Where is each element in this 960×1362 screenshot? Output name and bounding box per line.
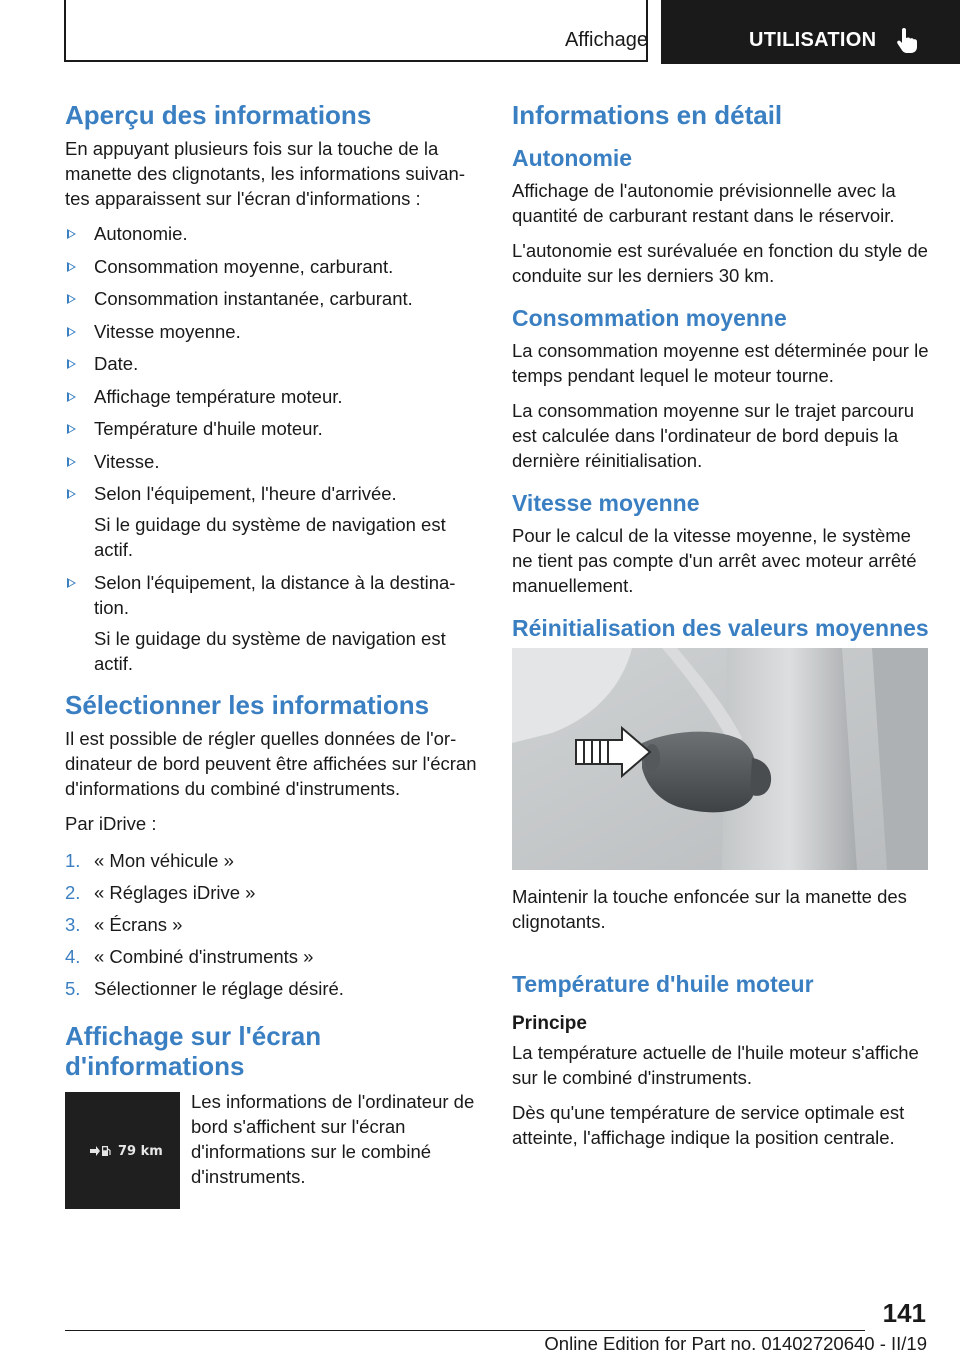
fuel-range-icon xyxy=(89,1143,111,1159)
step-item: 3. « Écrans » xyxy=(65,913,183,935)
huile-p1: La température actuelle de l'huile moteur s'affiche sur le combiné d'instruments. xyxy=(512,1042,919,1088)
step-item: 2. « Réglages iDrive » xyxy=(65,881,256,903)
list-item: Affichage température moteur. xyxy=(65,384,481,409)
section-tab xyxy=(64,0,648,62)
autonomie-p1: Affichage de l'autonomie prévisionnelle avec la quantité de carburant restant dans le réservoir. xyxy=(512,180,896,226)
display-text: Les informations de l'ordinateur de bord s'affichent sur l'écran d'informations sur le combiné d'instruments. xyxy=(191,1090,475,1187)
list-item: Selon l'équipement, l'heure d'arrivée. Si le guidage du système de navigation est actif. xyxy=(65,481,481,562)
display-heading: Affichage sur l'écran d'informations xyxy=(65,1020,322,1081)
list-item: Température d'huile moteur. xyxy=(65,416,481,441)
principe-heading: Principe xyxy=(512,1013,587,1034)
cluster-display-image xyxy=(65,1092,180,1209)
info-list xyxy=(65,221,481,676)
list-item: Vitesse moyenne. xyxy=(65,319,481,344)
huile-p2: Dès qu'une température de service optimale est atteinte, l'affichage indique la position centrale. xyxy=(512,1102,905,1148)
triangle-bullet-icon xyxy=(67,262,76,272)
reinit-caption: Maintenir la touche enfoncée sur la manette des clignotants. xyxy=(512,886,907,932)
reinit-heading: Réinitialisation des valeurs moyennes xyxy=(512,615,929,641)
list-item: Autonomie. xyxy=(65,221,481,246)
vitesse-heading: Vitesse moyenne xyxy=(512,490,700,516)
triangle-bullet-icon xyxy=(67,457,76,467)
step-item: 4. « Combiné d'instruments » xyxy=(65,945,314,967)
triangle-bullet-icon xyxy=(67,327,76,337)
conso-heading: Consommation moyenne xyxy=(512,305,787,331)
triangle-bullet-icon xyxy=(67,359,76,369)
list-item-note: Si le guidage du système de navigation est actif. xyxy=(94,514,446,560)
list-item: Consommation instantanée, carburant. xyxy=(65,286,481,311)
triangle-bullet-icon xyxy=(67,578,76,588)
step-item: 5. Sélectionner le réglage désiré. xyxy=(65,977,344,999)
chapter-title: UTILISATION xyxy=(749,29,877,51)
conso-p1: La consommation moyenne est déterminée pour le temps pendant lequel le moteur tourne. xyxy=(512,340,929,386)
page-header xyxy=(0,0,960,66)
steps-list xyxy=(65,848,481,1001)
left-column xyxy=(65,100,481,1209)
chapter-tab xyxy=(661,0,960,64)
select-via: Par iDrive : xyxy=(65,812,157,834)
right-column xyxy=(512,100,930,1160)
autonomie-p2: L'autonomie est surévaluée en fonction du style de conduite sur les derniers 30 km. xyxy=(512,240,928,286)
triangle-bullet-icon xyxy=(67,424,76,434)
display-block xyxy=(65,1089,481,1209)
autonomie-heading: Autonomie xyxy=(512,145,633,171)
triangle-bullet-icon xyxy=(67,229,76,239)
apercu-heading: Aperçu des informations xyxy=(65,100,372,130)
apercu-intro: En appuyant plusieurs fois sur la touche de la manette des clignotants, les informations suivantes apparaissent sur l'écran d'informations : xyxy=(65,138,466,209)
detail-heading: Informations en détail xyxy=(512,100,783,130)
pointing-hand-icon xyxy=(895,26,919,54)
list-item: Consommation moyenne, carburant. xyxy=(65,254,481,279)
triangle-bullet-icon xyxy=(67,392,76,402)
triangle-bullet-icon xyxy=(67,294,76,304)
triangle-bullet-icon xyxy=(67,489,76,499)
list-item: Vitesse. xyxy=(65,449,481,474)
list-item: Selon l'équipement, la distance à la destination. Si le guidage du système de navigation est actif. xyxy=(65,570,481,676)
select-intro: Il est possible de régler quelles données de l'ordinateur de bord peuvent être affichées sur l'écran d'informations du combiné d'instruments. xyxy=(65,727,477,799)
vitesse-p1: Pour le calcul de la vitesse moyenne, le système ne tient pas compte d'un arrêt avec moteur arrêté manuellement. xyxy=(512,525,917,596)
footer-edition: Online Edition for Part no. 01402720640 - II/19 xyxy=(544,1333,927,1354)
select-heading: Sélectionner les informations xyxy=(65,689,430,720)
step-item: 1. « Mon véhicule » xyxy=(65,849,234,871)
footer-divider xyxy=(65,1330,865,1331)
page-number: 141 xyxy=(882,1298,926,1328)
conso-p2: La consommation moyenne sur le trajet parcouru est calculée dans l'ordinateur de bord depuis la dernière réinitialisation. xyxy=(512,400,915,471)
cluster-readout: 79 km xyxy=(118,1143,163,1159)
turn-signal-stalk-image xyxy=(512,648,928,870)
list-item: Date. xyxy=(65,351,481,376)
list-item-note: Si le guidage du système de navigation est actif. xyxy=(94,627,446,674)
huile-heading: Température d'huile moteur xyxy=(512,971,814,997)
section-title: Affichage xyxy=(564,29,648,51)
